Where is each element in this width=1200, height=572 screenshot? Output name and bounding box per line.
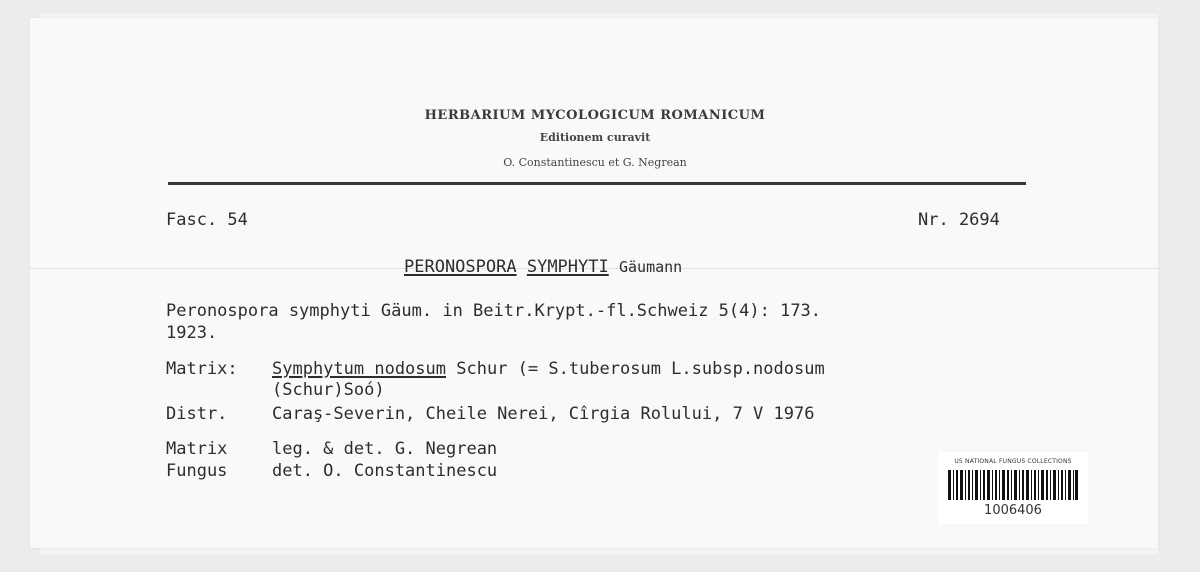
editors-names: O. Constantinescu et G. Negrean [503,156,687,169]
species-author: Gäumann [618,258,683,276]
matrix-host-line-2: (Schur)Soó) [272,380,385,400]
distribution-value: Caraş-Severin, Cheile Nerei, Cîrgia Rolului, 7 V 1976 [272,404,815,424]
species-genus: PERONOSPORA [404,257,517,277]
collector-label: Matrix [166,439,228,459]
fungus-value: det. O. Constantinescu [272,461,498,481]
citation-line-2: 1923. [166,323,218,343]
host-name: Symphytum nodosum [272,359,446,379]
specimen-number: Nr. 2694 [918,210,1000,230]
barcode-label [938,452,1088,524]
barcode-number: 1006406 [984,503,1042,518]
citation-line-1: Peronospora symphyti Gäum. in Beitr.Krypt.-fl.Schweiz 5(4): 173. [166,301,822,321]
barcode-icon [948,470,1078,500]
fungus-label: Fungus [166,461,228,481]
fascicle-number: Fasc. 54 [166,210,248,230]
species-name [404,257,682,277]
editor-line: Editionem curavit [539,131,651,144]
matrix-label: Matrix: [166,359,238,379]
barcode-caption: US NATIONAL FUNGUS COLLECTIONS [954,458,1072,465]
species-epithet: SYMPHYTI [526,257,609,277]
header-divider [168,182,1026,185]
host-authority: Schur (= S.tuberosum L.subsp.nodosum [456,359,825,379]
collector-value: leg. & det. G. Negrean [272,439,498,459]
matrix-host [272,359,825,379]
distribution-label: Distr. [166,404,228,424]
collection-title: HERBARIUM MYCOLOGICUM ROMANICUM [424,108,766,123]
